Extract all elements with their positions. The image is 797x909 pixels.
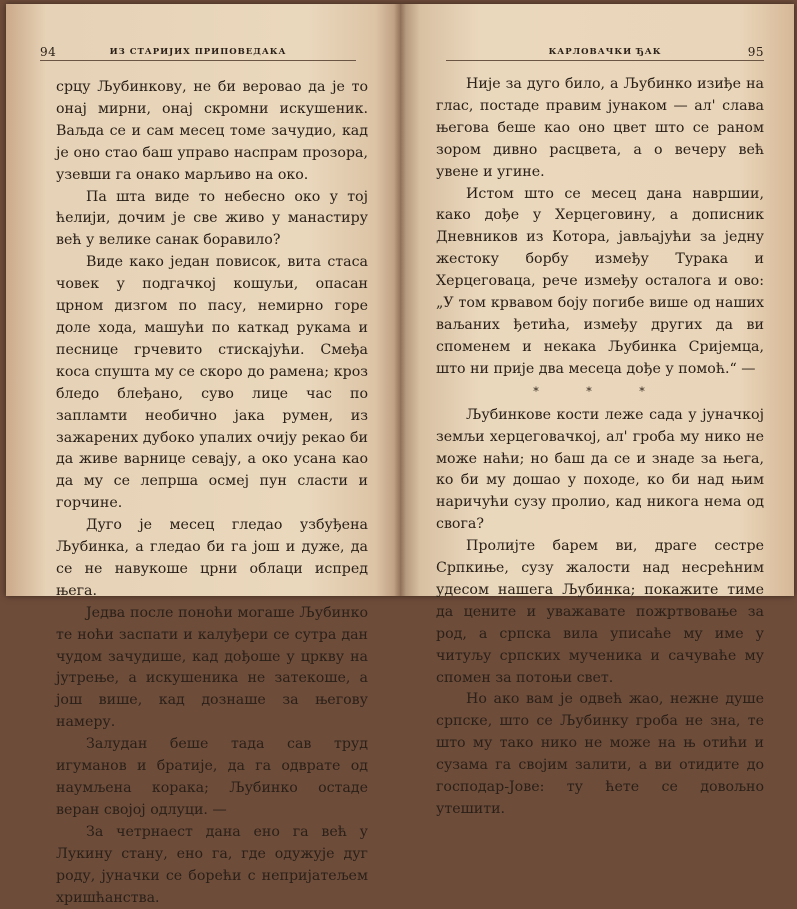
paragraph: срцу Љубинкову, не би веровао да је то онај мирни, онај скромни искушеник. Ваљда се и сам месец томе зачудио, кад је оно стао баш управо наспрам прозора, узевши га онако марљиво на око.: [56, 79, 368, 183]
paragraph: Једва после поноћи могаше Љубинко те ноћи заспати и калуђери се сутра дан чудом зачудише, кад дођоше у цркву на јутрење, а искушеника не затекоше, а још више, кад дознаше за његову намеру.: [56, 604, 368, 731]
running-head: КАРЛОВАЧКИ ЂАК: [548, 47, 662, 57]
paragraph: Није за дуго било, а Љубинко изиђе на глас, постаде правим јунаком — ал' слава његова беше као оно цвет што се раном зором дивно расцвета, а о вечеру већ увене и угине.: [436, 76, 764, 180]
open-book: [6, 4, 794, 906]
left-page: [6, 4, 400, 906]
page-number: 95: [747, 45, 764, 59]
paragraph: Пролијте барем ви, драге сестре Српкиње, сузу жалости над несрећним удесом нашега Љубинка; покажите тиме да цените и уважавате пожртвовање за род, а српска вила уписаће му име у читуљу српских мученика и сачуваће му спомен за потоњи свет.: [436, 538, 764, 686]
book-gutter: [394, 4, 406, 596]
paragraph: Залудан беше тада сав труд игуманов и братије, да га одврате од наумљена корака; Љубинко остаде веран својој одлуци. —: [56, 736, 368, 818]
running-head: ИЗ СТАРИЈИХ ПРИПОВЕДАКА: [109, 47, 287, 57]
right-page-body: [436, 74, 764, 821]
right-page: [400, 4, 794, 817]
paragraph: Дуго је месец гледао узбуђена Љубинка, а гледао би га још и дуже, да се не навукоше црни облаци испред њега.: [56, 517, 368, 599]
left-page-header: [40, 42, 356, 61]
paragraph: За четрнаест дана ено га већ у Лукину стану, ено га, где одужује дуг роду, јуначки се борећи с непријатељем хришћанства.: [56, 823, 368, 906]
paragraph: Истом што се месец дана навршии, како дође у Херцеговину, а дописник Дневников из Котора, јављајући за једну жестоку борбу између Турака и Херцеговаца, рече између осталога и ово: „У том крвавом боју погибе више од наших ваљаних ђетића, између других да ви споменем и некака Љубинка Сријемца, што ни прије два месеца дође у помоћ.“ —: [436, 185, 764, 377]
page-number: 94: [40, 45, 57, 59]
paragraph: Па шта виде то небесно око у тој ћелији, дочим је све живо у манастиру већ у велике санак боравило?: [56, 188, 368, 249]
section-separator: * * *: [533, 384, 667, 398]
paragraph: Виде како један повисок, вита стаса човек у подгачкој кошуљи, опасан црном дизгом по пасу, немирно горе доле хода, машући по каткад рукама и песнице грчевито стискајући. Смеђа коса спушта му се скоро до рамена; кроз бледо блеђано, суво лице час по запламти необично јака румен, из зажарених дубоко упалих очију рекао би да живе варнице севају, а око усана као да му се лепрша осмеј пун сласти и горчине.: [56, 254, 368, 512]
paragraph: Љубинкове кости леже сада у јуначкој земљи херцеговачкој, ал' гроба му нико не може наћи; но баш да се и знаде за њега, ко би му дошао у походе, ко би над њим наричући сузу пролио, кад никога нема од свога?: [436, 406, 764, 533]
left-page-body: [56, 77, 368, 909]
paragraph: Но ако вам је одвећ жао, нежне душе српске, што се Љубинку гроба не зна, те што му тако нико не може на њ отићи и сузама га својим залити, а ви отидите до господар-Јове: ту ћете се довољно утешити.: [436, 691, 764, 817]
right-page-header: [446, 42, 764, 61]
